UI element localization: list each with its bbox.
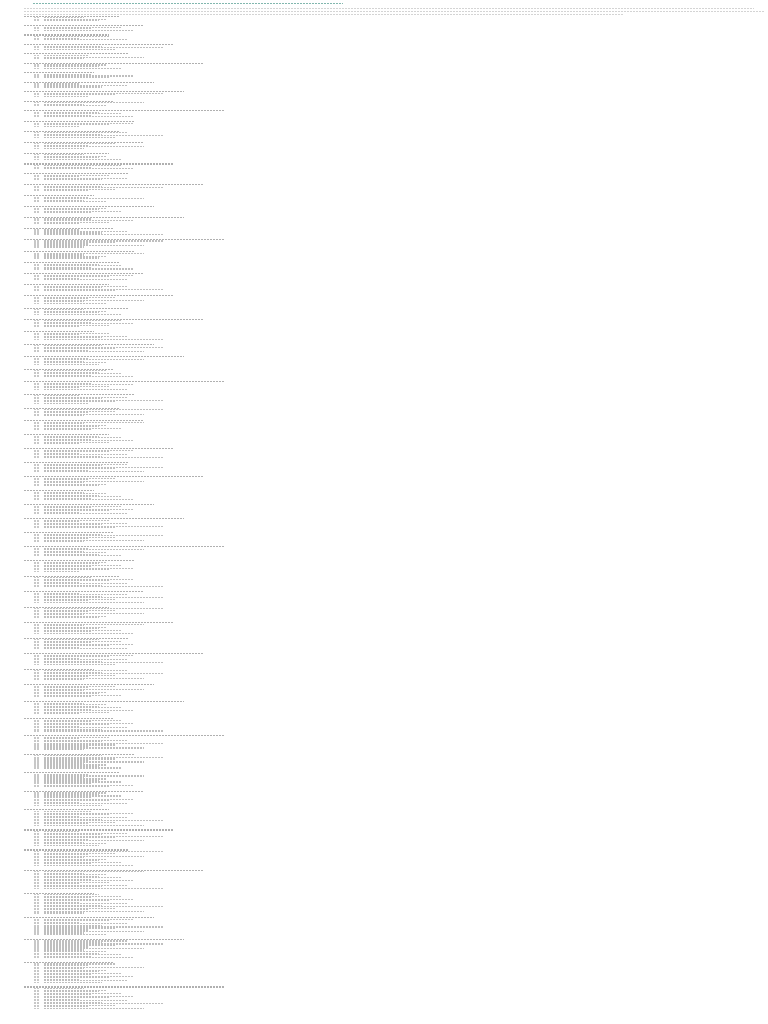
- block-row: [0, 499, 768, 501]
- row-text: [44, 302, 106, 304]
- row-text: [44, 326, 79, 328]
- row-text: [44, 824, 144, 826]
- block-row: [0, 313, 768, 315]
- row-marker: [34, 485, 40, 487]
- block-row: [0, 212, 768, 214]
- row-text: [44, 125, 79, 127]
- row-marker: [34, 748, 40, 750]
- block-row: [0, 388, 768, 390]
- row-marker: [34, 168, 40, 170]
- row-marker: [34, 376, 40, 378]
- block-row: [0, 663, 768, 665]
- block-row: [0, 824, 768, 826]
- row-text: [44, 257, 99, 259]
- row-marker: [34, 844, 40, 846]
- block-row: [0, 617, 768, 619]
- row-marker: [34, 730, 40, 732]
- row-text: [44, 786, 110, 788]
- row-marker: [34, 95, 40, 97]
- row-text: [44, 147, 84, 149]
- block-row: [0, 786, 768, 788]
- row-text: [44, 279, 128, 281]
- row-marker: [34, 679, 40, 681]
- row-marker: [34, 471, 40, 473]
- block-row: [0, 402, 768, 404]
- block-row: [0, 363, 768, 365]
- row-marker: [34, 279, 40, 281]
- row-marker: [34, 804, 40, 806]
- row-text: [44, 541, 84, 543]
- row-text: [44, 443, 79, 445]
- block-row: [0, 168, 768, 170]
- row-marker: [34, 76, 40, 78]
- row-text: [44, 730, 164, 732]
- row-marker: [34, 555, 40, 557]
- block-row: [0, 190, 768, 192]
- block-row: [0, 804, 768, 806]
- block-row: [0, 443, 768, 445]
- row-text: [44, 67, 122, 69]
- row-text: [44, 338, 164, 340]
- row-marker: [34, 887, 40, 889]
- block-row: [0, 268, 768, 270]
- row-marker: [34, 957, 40, 959]
- block-row: [0, 713, 768, 715]
- row-marker: [34, 981, 40, 983]
- row-text: [44, 912, 84, 914]
- block-row: [0, 257, 768, 259]
- row-text: [44, 933, 106, 935]
- row-text: [44, 268, 134, 270]
- row-text: [44, 527, 116, 529]
- block-row: [0, 290, 768, 292]
- row-marker: [34, 696, 40, 698]
- block-row: [0, 376, 768, 378]
- block-row: [0, 730, 768, 732]
- block-row: [0, 116, 768, 118]
- block-row: [0, 351, 768, 353]
- row-marker: [34, 713, 40, 715]
- block-row: [0, 136, 768, 138]
- row-marker: [34, 313, 40, 315]
- row-marker: [34, 864, 40, 866]
- row-text: [44, 471, 144, 473]
- row-marker: [34, 786, 40, 788]
- row-text: [44, 415, 84, 417]
- block-row: [0, 76, 768, 78]
- row-marker: [34, 1007, 40, 1009]
- block-row: [0, 105, 768, 107]
- row-marker: [34, 388, 40, 390]
- row-text: [44, 1007, 144, 1009]
- block-row: [0, 648, 768, 650]
- row-text: [44, 95, 88, 97]
- row-marker: [34, 499, 40, 501]
- row-marker: [34, 363, 40, 365]
- row-text: [44, 555, 122, 557]
- row-text: [44, 313, 122, 315]
- row-marker: [34, 136, 40, 138]
- block-row: [0, 679, 768, 681]
- block-row: [0, 39, 768, 41]
- block-row: [0, 767, 768, 769]
- row-marker: [34, 158, 40, 160]
- row-text: [44, 513, 128, 515]
- row-text: [44, 499, 134, 501]
- row-text: [44, 648, 128, 650]
- row-marker: [34, 212, 40, 214]
- row-marker: [34, 20, 40, 22]
- row-marker: [34, 290, 40, 292]
- row-marker: [34, 767, 40, 769]
- block-row: [0, 415, 768, 417]
- row-text: [44, 223, 79, 225]
- row-text: [44, 351, 144, 353]
- row-text: [44, 767, 122, 769]
- block-row: [0, 158, 768, 160]
- row-text: [44, 679, 84, 681]
- row-text: [44, 601, 144, 603]
- block-row: [0, 20, 768, 22]
- row-text: [44, 663, 116, 665]
- row-marker: [34, 663, 40, 665]
- block-row: [0, 95, 768, 97]
- row-marker: [34, 586, 40, 588]
- row-text: [44, 105, 106, 107]
- row-text: [44, 29, 134, 31]
- row-marker: [34, 29, 40, 31]
- row-text: [44, 20, 99, 22]
- block-row: [0, 1007, 768, 1009]
- row-marker: [34, 190, 40, 192]
- row-marker: [34, 570, 40, 572]
- row-text: [44, 201, 106, 203]
- block-row: [0, 326, 768, 328]
- row-text: [44, 402, 88, 404]
- row-marker: [34, 58, 40, 60]
- row-text: [44, 246, 84, 248]
- block-row: [0, 233, 768, 235]
- block-row: [0, 555, 768, 557]
- row-text: [44, 116, 134, 118]
- row-text: [44, 864, 134, 866]
- block-row: [0, 471, 768, 473]
- row-marker: [34, 257, 40, 259]
- row-marker: [34, 67, 40, 69]
- block-row: [0, 58, 768, 60]
- block-row: [0, 147, 768, 149]
- row-text: [44, 190, 88, 192]
- preamble-line: [24, 7, 754, 9]
- row-marker: [34, 39, 40, 41]
- row-text: [44, 844, 99, 846]
- block-row: [0, 541, 768, 543]
- block-row: [0, 586, 768, 588]
- row-marker: [34, 617, 40, 619]
- block-row: [0, 696, 768, 698]
- row-marker: [34, 326, 40, 328]
- block-row: [0, 513, 768, 515]
- row-marker: [34, 86, 40, 88]
- block-row: [0, 457, 768, 459]
- row-text: [44, 713, 79, 715]
- row-marker: [34, 457, 40, 459]
- block-row: [0, 601, 768, 603]
- preamble-line: [24, 10, 764, 12]
- row-text: [44, 363, 99, 365]
- row-marker: [34, 513, 40, 515]
- row-marker: [34, 402, 40, 404]
- row-marker: [34, 351, 40, 353]
- row-text: [44, 617, 99, 619]
- row-marker: [34, 105, 40, 107]
- row-marker: [34, 541, 40, 543]
- block-row: [0, 748, 768, 750]
- row-text: [44, 632, 134, 634]
- row-text: [44, 429, 92, 431]
- block-row: [0, 338, 768, 340]
- row-marker: [34, 268, 40, 270]
- row-marker: [34, 632, 40, 634]
- row-text: [44, 158, 122, 160]
- block-row: [0, 125, 768, 127]
- block-row: [0, 933, 768, 935]
- row-marker: [34, 201, 40, 203]
- block-row: [0, 864, 768, 866]
- block-row: [0, 981, 768, 983]
- row-marker: [34, 912, 40, 914]
- block-row: [0, 527, 768, 529]
- block-row: [0, 632, 768, 634]
- block-row: [0, 485, 768, 487]
- row-text: [44, 485, 99, 487]
- row-marker: [34, 527, 40, 529]
- block-row: [0, 844, 768, 846]
- row-text: [44, 58, 84, 60]
- row-text: [44, 376, 134, 378]
- block-row: [0, 279, 768, 281]
- block-row: [0, 887, 768, 889]
- block-row: [0, 48, 768, 50]
- block-row: [0, 223, 768, 225]
- row-text: [44, 86, 102, 88]
- row-text: [44, 696, 92, 698]
- row-text: [44, 957, 134, 959]
- row-marker: [34, 648, 40, 650]
- row-text: [44, 179, 102, 181]
- row-marker: [34, 933, 40, 935]
- row-text: [44, 887, 164, 889]
- row-marker: [34, 246, 40, 248]
- row-marker: [34, 824, 40, 826]
- row-marker: [34, 443, 40, 445]
- block-row: [0, 246, 768, 248]
- row-marker: [34, 147, 40, 149]
- row-text: [44, 981, 102, 983]
- row-text: [44, 290, 116, 292]
- row-text: [44, 233, 164, 235]
- row-text: [44, 39, 128, 41]
- row-marker: [34, 179, 40, 181]
- row-marker: [34, 338, 40, 340]
- row-text: [44, 48, 116, 50]
- row-marker: [34, 601, 40, 603]
- block-row: [0, 29, 768, 31]
- block-row: [0, 302, 768, 304]
- row-text: [44, 76, 110, 78]
- row-marker: [34, 302, 40, 304]
- block-row: [0, 957, 768, 959]
- row-marker: [34, 116, 40, 118]
- row-marker: [34, 125, 40, 127]
- page-title: [33, 2, 343, 5]
- block-row: [0, 86, 768, 88]
- block-row: [0, 912, 768, 914]
- row-text: [44, 570, 79, 572]
- row-marker: [34, 48, 40, 50]
- row-text: [44, 388, 128, 390]
- row-marker: [34, 429, 40, 431]
- row-marker: [34, 223, 40, 225]
- row-text: [44, 168, 134, 170]
- row-marker: [34, 415, 40, 417]
- row-marker: [34, 233, 40, 235]
- block-row: [0, 201, 768, 203]
- block-row: [0, 429, 768, 431]
- row-text: [44, 804, 102, 806]
- block-row: [0, 179, 768, 181]
- row-text: [44, 457, 164, 459]
- block-row: [0, 67, 768, 69]
- block-row: [0, 570, 768, 572]
- row-text: [44, 136, 116, 138]
- row-text: [44, 586, 164, 588]
- row-text: [44, 212, 92, 214]
- row-text: [44, 748, 84, 750]
